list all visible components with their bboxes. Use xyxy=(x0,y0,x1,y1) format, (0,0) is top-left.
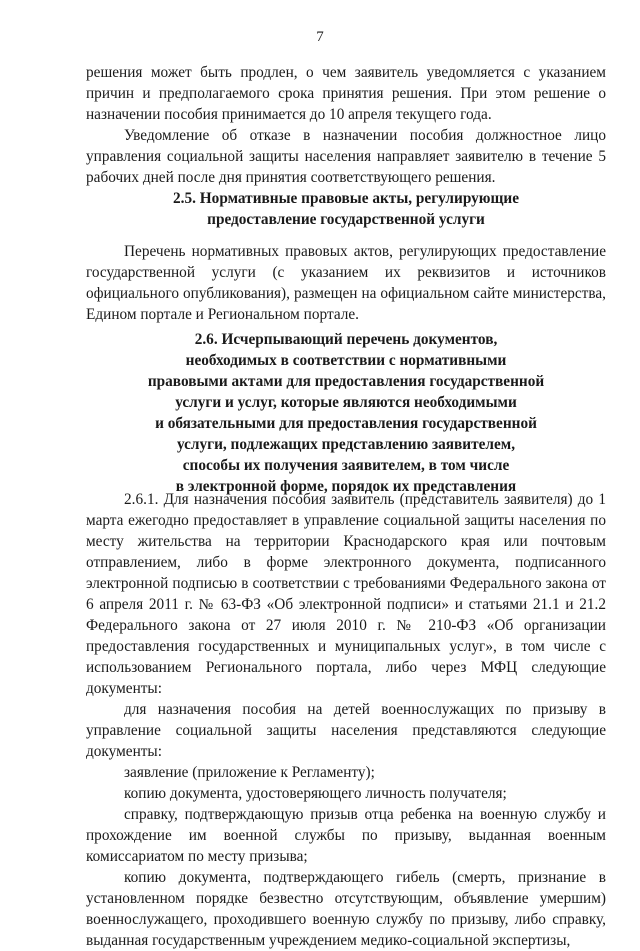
paragraph: копию документа, подтверждающего гибель (смерть, признание в установленном порядке безвестно отсутствующим, объявление умершим) военнослужащего, проходившего военную службу по призыву, либо справку, выданная государственным учреждением медико-социальной экспертизы, xyxy=(86,869,606,949)
section-heading-2-5 xyxy=(86,188,606,230)
paragraph: копию документа, удостоверяющего личность получателя; xyxy=(124,785,507,802)
heading-line: услуги и услуг, которые являются необходимыми xyxy=(175,394,517,411)
paragraph: заявление (приложение к Регламенту); xyxy=(124,764,375,781)
section-2-6-text xyxy=(86,489,606,951)
heading-line: 2.6. Исчерпывающий перечень документов, xyxy=(194,331,498,348)
heading-line: в электронной форме, порядок их представления xyxy=(175,478,517,495)
heading-line: способы их получения заявителем, в том числе xyxy=(182,457,510,474)
heading-line: правовыми актами для предоставления государственной xyxy=(147,373,545,390)
paragraph: решения может быть продлен, о чем заявитель уведомляется с указанием причин и предполагаемого срока принятия решения. При этом решение о назначении пособия принимается до 10 апреля текущего года. xyxy=(86,64,606,123)
section-heading-2-6 xyxy=(86,329,606,497)
heading-line: услуги, подлежащих представлению заявителем, xyxy=(176,436,516,453)
heading-line: необходимых в соответствии с нормативными xyxy=(185,352,507,369)
top-text xyxy=(86,62,606,188)
paragraph: Уведомление об отказе в назначении пособия должностное лицо управления социальной защиты населения направляет заявителю в течение 5 рабочих дней после дня принятия соответствующего решения. xyxy=(86,127,606,186)
paragraph: для назначения пособия на детей военнослужащих по призыву в управление социальной защиты населения представляются следующие документы: xyxy=(86,701,606,760)
heading-line: предоставление государственной услуги xyxy=(207,211,485,228)
paragraph: справку, подтверждающую призыв отца ребенка на военную службу и прохождение им военной службы по призыву, выданная военным комиссариатом по месту призыва; xyxy=(86,806,606,865)
page-number: 7 xyxy=(316,29,324,45)
heading-line: 2.5. Нормативные правовые акты, регулирующие xyxy=(173,190,519,207)
section-2-5-text xyxy=(86,241,606,325)
paragraph: Перечень нормативных правовых актов, регулирующих предоставление государственной услуги (с указанием их реквизитов и источников официального опубликования), размещен на официальном сайте министерства, Едином портале и Региональном портале. xyxy=(86,243,606,323)
heading-line: и обязательными для предоставления государственной xyxy=(155,415,537,432)
paragraph: 2.6.1. Для назначения пособия заявитель (представитель заявителя) до 1 марта ежегодно предоставляет в управление социальной защиты населения по месту жительства на территории Краснодарского края или почтовым отправлением, либо в форме электронного документа, подписанного электронной подписью в соответствии с требованиями Федерального закона от 6 апреля 2011 г. № 63-ФЗ «Об электронной подписи» и статьями 21.1 и 21.2 Федерального закона от 27 июля 2010 г. № 210-ФЗ «Об организации предоставления государственных и муниципальных услуг», в том числе с использованием Регионального портала, либо через МФЦ следующие документы: xyxy=(86,491,606,697)
